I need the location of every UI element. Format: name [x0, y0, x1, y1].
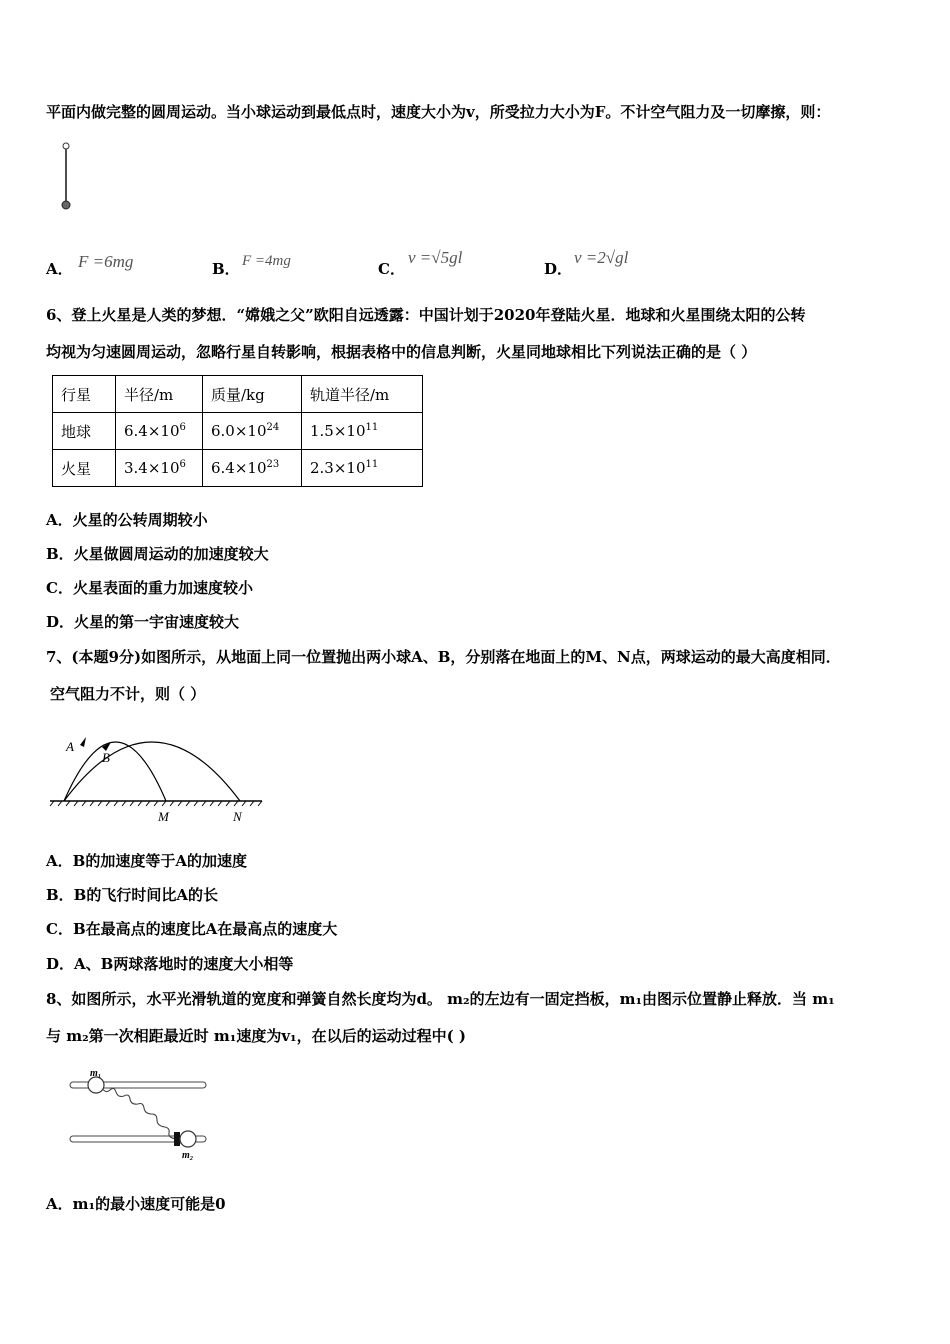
q6-option-b: B．火星做圆周运动的加速度较大 [46, 545, 269, 563]
q5-option-c-formula: v =√5gl [408, 248, 463, 267]
q5-option-d-formula: v =2√gl [574, 248, 629, 267]
earth-radius: $6.4\times 10^6$ [116, 413, 203, 450]
projectile-figure [46, 715, 268, 827]
label-b: B [102, 750, 110, 765]
label-a: A [66, 739, 74, 754]
q7-stem-line1: 7、(本题9分)如图所示，从地面上同一位置抛出两小球A、B，分别落在地面上的M、N点，两球运动的最大高度相同． [46, 648, 841, 666]
table-row [53, 413, 423, 450]
header-radius: 半径/m [116, 376, 203, 413]
trajectory-a [64, 742, 166, 801]
mars-mass: $6.4\times 10^{23}$ [203, 450, 302, 487]
q6-stem-line1: 6、登上火星是人类的梦想．“嫦娥之父”欧阳自远透露：中国计划于2020年登陆火星．地球和火星围绕太阳的公转 [46, 306, 806, 324]
fixed-stopper [174, 1132, 180, 1146]
q6-option-c: C．火星表面的重力加速度较小 [46, 579, 253, 597]
q5-option-c-letter: C． [378, 260, 405, 278]
q6-option-d: D．火星的第一宇宙速度较大 [46, 613, 240, 631]
q6-option-a: A．火星的公转周期较小 [46, 511, 208, 529]
planet-table [52, 375, 423, 487]
earth-orbit: $1.5\times 10^{11}$ [302, 413, 423, 450]
q5-option-b-letter: B． [212, 260, 240, 278]
q6-stem-line2: 均视为匀速圆周运动，忽略行星自转影响，根据表格中的信息判断，火星同地球相比下列说法正确的是（ ） [46, 343, 757, 361]
arrow-a-icon [80, 737, 86, 747]
pendulum-ball [62, 201, 70, 209]
q7-option-a: A．B的加速度等于A的加速度 [46, 852, 247, 870]
q5-stem: 平面内做完整的圆周运动。当小球运动到最低点时，速度大小为v，所受拉力大小为F。不计空气阻力及一切摩擦，则： [46, 103, 831, 121]
spring-rails-figure [66, 1066, 212, 1166]
earth-name: 地球 [53, 413, 116, 450]
pivot-point [63, 143, 69, 149]
label-m: M [158, 809, 169, 824]
q5-option-d-letter: D． [544, 260, 573, 278]
q5-option-a-formula: F =6mg [78, 252, 134, 271]
label-m2: m₂ [182, 1150, 194, 1161]
label-n: N [233, 809, 242, 824]
table-header-row [53, 376, 423, 413]
ball-m2 [180, 1131, 196, 1147]
mars-orbit: $2.3\times 10^{11}$ [302, 450, 423, 487]
q7-option-b: B．B的飞行时间比A的长 [46, 886, 218, 904]
header-planet: 行星 [53, 376, 116, 413]
mars-name: 火星 [53, 450, 116, 487]
q7-stem-line2: 空气阻力不计，则（ ） [50, 685, 206, 703]
q8-stem-line2: 与 m₂第一次相距最近时 m₁速度为v₁，在以后的运动过程中( ) [46, 1027, 467, 1045]
q7-option-d: D．A、B两球落地时的速度大小相等 [46, 955, 294, 973]
ball-m1 [88, 1077, 104, 1093]
q7-option-c: C．B在最高点的速度比A在最高点的速度大 [46, 920, 338, 938]
header-orbit: 轨道半径/m [302, 376, 423, 413]
q5-option-a-letter: A． [46, 260, 73, 278]
header-mass: 质量/kg [203, 376, 302, 413]
q8-option-a: A．m₁的最小速度可能是0 [46, 1195, 226, 1213]
earth-mass: $6.0\times 10^{24}$ [203, 413, 302, 450]
q5-option-b-formula: F =4mg [242, 253, 291, 269]
table-row [53, 450, 423, 487]
mars-radius: $3.4\times 10^6$ [116, 450, 203, 487]
label-m1: m₁ [90, 1068, 102, 1079]
q8-stem-line1: 8、如图所示，水平光滑轨道的宽度和弹簧自然长度均为d。 m₂的左边有一固定挡板，m₁由图示位置静止释放．当 m₁ [46, 990, 835, 1008]
pendulum-figure [56, 140, 80, 214]
